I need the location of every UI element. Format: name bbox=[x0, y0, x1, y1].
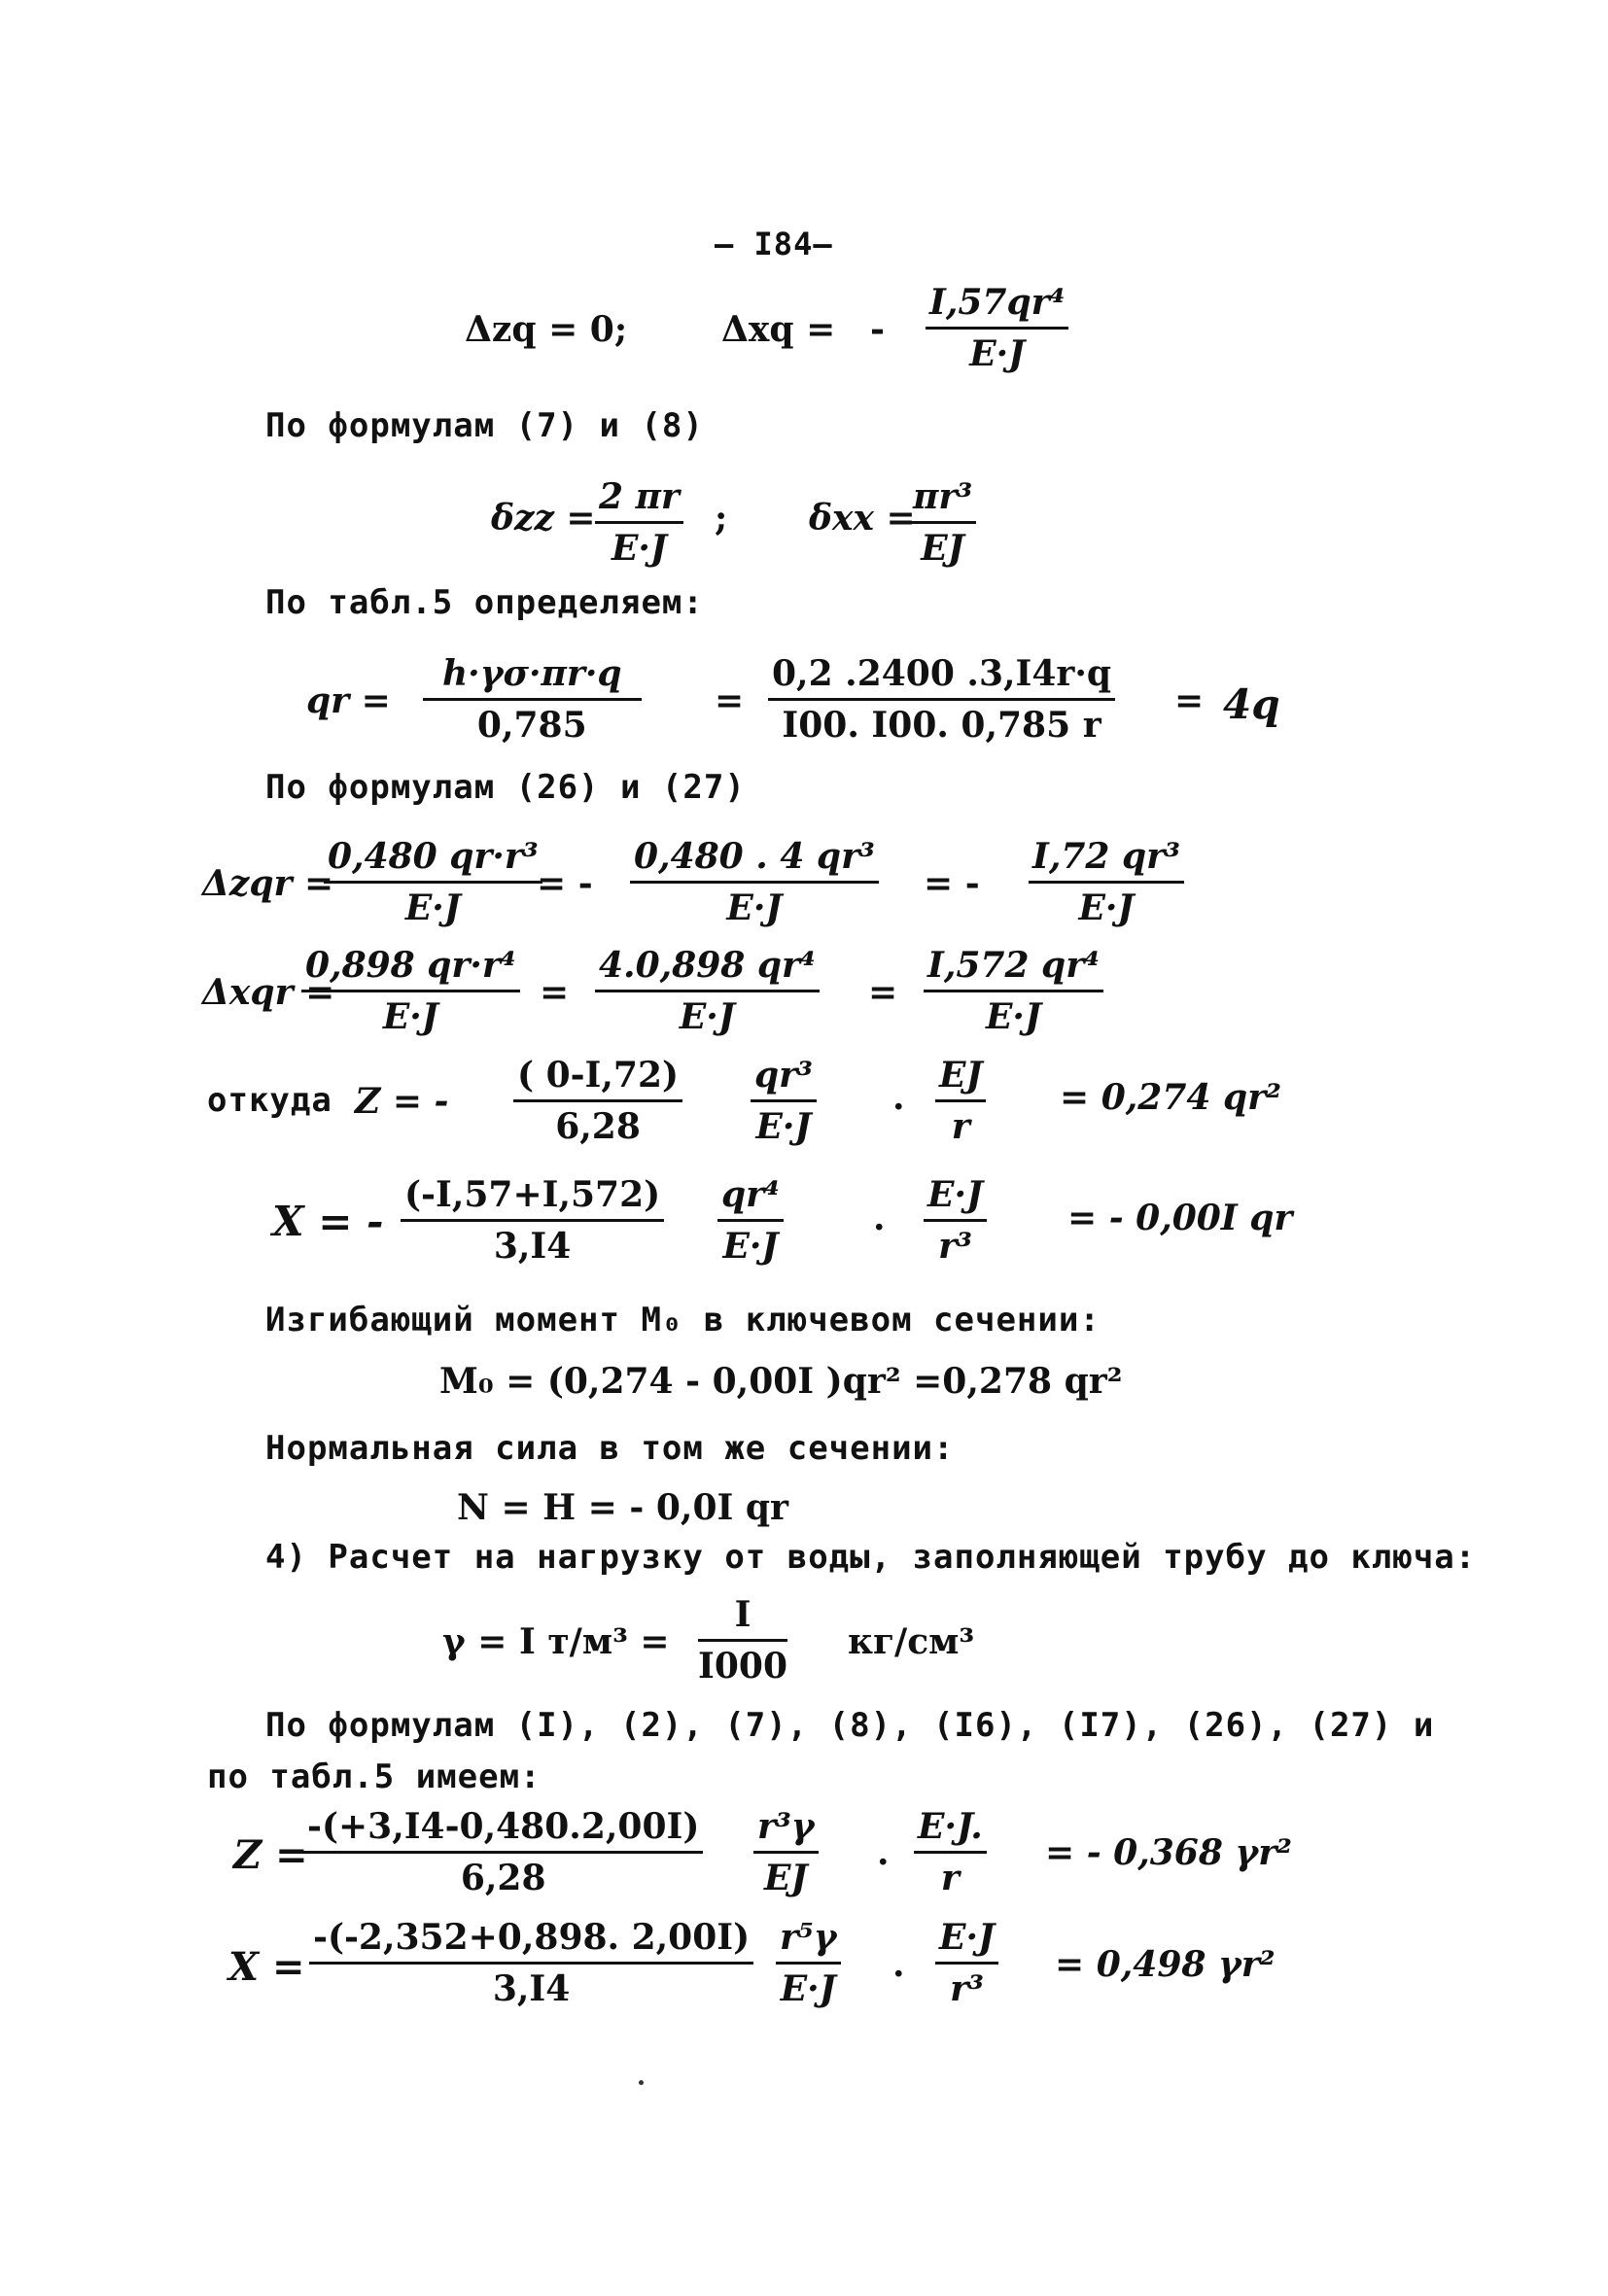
page-number: — I84— bbox=[715, 226, 833, 262]
eq2-num1: 2 πr bbox=[595, 476, 683, 524]
eq11-result: = - 0,368 γr² bbox=[1045, 1832, 1292, 1873]
text-formulas-26-27: По формулам (26) и (27) bbox=[265, 768, 746, 807]
eq11-dot: . bbox=[877, 1832, 890, 1873]
eq7-fraction-1 bbox=[401, 1174, 664, 1267]
eq12-fraction-3 bbox=[935, 1917, 998, 2009]
eq11-lhs: Z = bbox=[233, 1832, 308, 1878]
eq6-fraction-2 bbox=[751, 1055, 817, 1147]
eq11-fraction-2 bbox=[753, 1806, 819, 1898]
eq11-fraction-1 bbox=[303, 1806, 703, 1898]
eq5-den2: E·J bbox=[679, 996, 735, 1037]
eq2-den1: E·J bbox=[611, 528, 667, 569]
eq1-den: E·J bbox=[969, 333, 1026, 374]
eq3-fraction-2 bbox=[768, 653, 1115, 746]
eq7-lhs: X = - bbox=[272, 1198, 384, 1245]
eq6-dot: . bbox=[892, 1077, 905, 1118]
eq10-fraction bbox=[698, 1594, 787, 1687]
eq3-den2: I00. I00. 0,785 r bbox=[782, 705, 1101, 746]
eq6-lhs: Z = - bbox=[355, 1081, 449, 1122]
eq7-num3: E·J bbox=[924, 1174, 987, 1222]
eq6-den3: r bbox=[951, 1106, 970, 1147]
eq10-num: I bbox=[698, 1594, 787, 1642]
eq5-fraction-1 bbox=[301, 945, 520, 1037]
eq5-den3: E·J bbox=[985, 996, 1041, 1037]
eq3-result: 4q bbox=[1223, 680, 1280, 728]
text-water-load: 4) Расчет на нагрузку от воды, заполняющей трубу до ключа: bbox=[265, 1538, 1477, 1577]
eq12-dot: . bbox=[892, 1944, 905, 1985]
eq6-fraction-1 bbox=[513, 1055, 682, 1147]
eq3-den1: 0,785 bbox=[476, 705, 587, 746]
eq10-den: I000 bbox=[698, 1646, 787, 1687]
eq3-eq2: = bbox=[1174, 680, 1205, 721]
eq6-num2: qr³ bbox=[751, 1055, 817, 1102]
eq3-fraction-1 bbox=[423, 653, 642, 746]
eq4-den3: E·J bbox=[1078, 887, 1135, 928]
eq1-lhs2: Δxq = bbox=[721, 309, 836, 350]
eq3-eq: = bbox=[715, 680, 745, 721]
eq6-num3: EJ bbox=[935, 1055, 986, 1102]
eq4-den2: E·J bbox=[726, 887, 783, 928]
eq11-num2: r³γ bbox=[753, 1806, 819, 1854]
eq2-fraction-2 bbox=[909, 476, 976, 569]
eq7-den1: 3,I4 bbox=[493, 1226, 572, 1267]
eq7-den3: r³ bbox=[938, 1226, 972, 1267]
eq3-num2: 0,2 .2400 .3,I4r·q bbox=[768, 653, 1115, 701]
eq5-fraction-3 bbox=[924, 945, 1103, 1037]
eq11-den3: r bbox=[940, 1858, 960, 1898]
eq10-unit: кг/см³ bbox=[848, 1621, 975, 1662]
eq3-num1: h·γσ·πr·q bbox=[423, 653, 642, 701]
eq11-den2: EJ bbox=[764, 1858, 808, 1898]
eq5-m2: = bbox=[868, 972, 898, 1013]
text-formulas-list: По формулам (I), (2), (7), (8), (I6), (I7), (26), (27) и bbox=[265, 1706, 1435, 1745]
text-bending-moment: Изгибающий момент M₀ в ключевом сечении: bbox=[265, 1301, 1101, 1339]
eq6-fraction-3 bbox=[935, 1055, 986, 1147]
eq4-m1: = - bbox=[537, 863, 593, 904]
eq7-result: = - 0,00I qr bbox=[1067, 1198, 1293, 1238]
eq3-lhs: qr = bbox=[306, 680, 391, 721]
eq11-den1: 6,28 bbox=[460, 1858, 546, 1898]
text-formulas-7-8: По формулам (7) и (8) bbox=[265, 406, 704, 445]
eq11-num3: E·J. bbox=[914, 1806, 987, 1854]
eq7-num2: qr⁴ bbox=[717, 1174, 784, 1222]
eq12-fraction-1 bbox=[309, 1917, 753, 2009]
eq5-lhs: Δxqr = bbox=[202, 972, 335, 1013]
text-normal-force: Нормальная сила в том же сечении: bbox=[265, 1429, 955, 1468]
eq7-num1: (-I,57+I,572) bbox=[401, 1174, 664, 1222]
eq11-num1: -(+3,I4-0,480.2,00I) bbox=[303, 1806, 703, 1854]
eq6-num1: ( 0-I,72) bbox=[513, 1055, 682, 1102]
text-table-5: По табл.5 определяем: bbox=[265, 583, 704, 622]
scan-speck bbox=[639, 2080, 644, 2085]
eq5-num2: 4.0,898 qr⁴ bbox=[595, 945, 820, 992]
eq6-result: = 0,274 qr² bbox=[1060, 1077, 1281, 1118]
eq1-num: I,57qr⁴ bbox=[926, 282, 1068, 330]
eq4-m2: = - bbox=[924, 863, 980, 904]
eq1-minus: - bbox=[870, 309, 885, 350]
eq7-fraction-3 bbox=[924, 1174, 987, 1267]
eq4-den1: E·J bbox=[404, 887, 461, 928]
eq9-normal-force: N = H = - 0,0I qr bbox=[457, 1487, 788, 1528]
eq4-fraction-2 bbox=[630, 836, 879, 928]
eq10-lhs: γ = I т/м³ = bbox=[442, 1621, 670, 1662]
eq4-fraction-1 bbox=[324, 836, 542, 928]
eq2-delta-zz: δzz = bbox=[491, 498, 596, 539]
eq5-m1: = bbox=[540, 972, 570, 1013]
eq12-den3: r³ bbox=[950, 1968, 984, 2009]
eq2-den2: EJ bbox=[921, 528, 964, 569]
eq12-num1: -(-2,352+0,898. 2,00I) bbox=[309, 1917, 753, 1965]
eq12-lhs: X = bbox=[228, 1944, 305, 1990]
eq2-delta-xx: δxx = bbox=[809, 498, 916, 539]
eq2-num2: πr³ bbox=[909, 476, 976, 524]
eq11-fraction-3 bbox=[914, 1806, 987, 1898]
eq5-den1: E·J bbox=[382, 996, 438, 1037]
eq6-den2: E·J bbox=[755, 1106, 812, 1147]
text-table-5-have: по табл.5 имеем: bbox=[207, 1757, 542, 1796]
eq7-den2: E·J bbox=[722, 1226, 779, 1267]
eq12-num2: r⁵γ bbox=[776, 1917, 841, 1965]
eq4-lhs: Δzqr = bbox=[202, 863, 334, 904]
eq1-fraction bbox=[926, 282, 1068, 374]
eq4-fraction-3 bbox=[1029, 836, 1184, 928]
eq1-lhs1: Δzq = 0; bbox=[465, 309, 628, 350]
eq5-num3: I,572 qr⁴ bbox=[924, 945, 1103, 992]
eq7-fraction-2 bbox=[717, 1174, 784, 1267]
eq4-num2: 0,480 . 4 qr³ bbox=[630, 836, 879, 884]
eq4-num3: I,72 qr³ bbox=[1029, 836, 1184, 884]
eq12-fraction-2 bbox=[776, 1917, 841, 2009]
eq2-sep: ; bbox=[715, 498, 728, 539]
eq2-fraction-1 bbox=[595, 476, 683, 569]
eq7-dot: . bbox=[873, 1198, 886, 1238]
eq8-moment: M₀ = (0,274 - 0,00I )qr² =0,278 qr² bbox=[439, 1361, 1123, 1402]
eq4-num1: 0,480 qr·r³ bbox=[324, 836, 542, 884]
eq12-den1: 3,I4 bbox=[492, 1968, 571, 2009]
eq12-num3: E·J bbox=[935, 1917, 998, 1965]
eq6-den1: 6,28 bbox=[555, 1106, 641, 1147]
eq6-lead: откуда bbox=[207, 1081, 332, 1120]
eq12-den2: E·J bbox=[780, 1968, 836, 2009]
eq5-fraction-2 bbox=[595, 945, 820, 1037]
eq5-num1: 0,898 qr·r⁴ bbox=[301, 945, 520, 992]
eq12-result: = 0,498 γr² bbox=[1055, 1944, 1276, 1985]
